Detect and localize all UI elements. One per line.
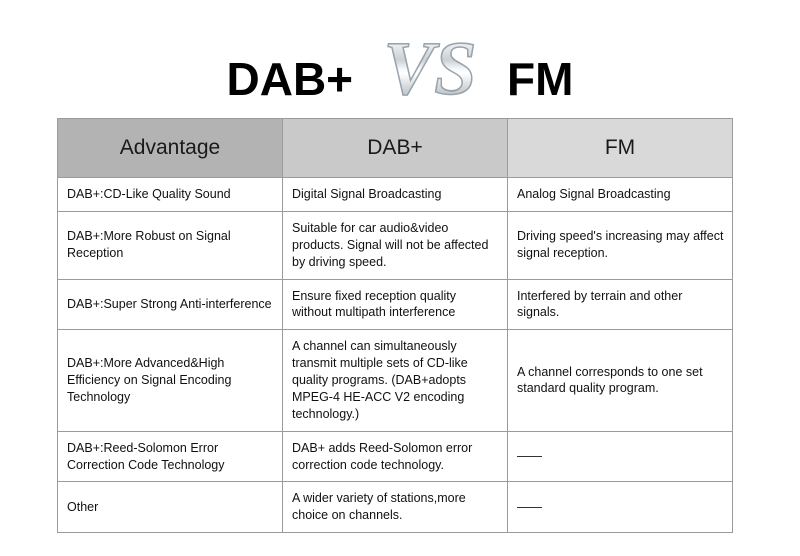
table-row — [58, 431, 733, 482]
cell-fm: Driving speed's increasing may affect signal reception. — [508, 211, 733, 279]
cell-fm: Analog Signal Broadcasting — [508, 178, 733, 212]
cell-dab: Suitable for car audio&video products. Signal will not be affected by driving speed. — [283, 211, 508, 279]
table-row — [58, 279, 733, 330]
table-row — [58, 211, 733, 279]
comparison-table — [57, 118, 733, 533]
vs-label: VS — [383, 27, 477, 111]
table-header — [58, 119, 733, 178]
vs-graphic — [365, 26, 495, 112]
comparison-table-wrapper — [57, 118, 733, 533]
cell-dab: Digital Signal Broadcasting — [283, 178, 508, 212]
cell-fm: —— — [508, 431, 733, 482]
cell-dab: A wider variety of stations,more choice on channels. — [283, 482, 508, 533]
cell-advantage: DAB+:Super Strong Anti-interference — [58, 279, 283, 330]
column-header-advantage: Advantage — [58, 119, 283, 178]
cell-dab: A channel can simultaneously transmit multiple sets of CD-like quality programs. (DAB+adopts MPEG-4 HE-ACC V2 encoding technology.) — [283, 330, 508, 431]
title-right-label: FM — [507, 53, 574, 105]
column-header-dab: DAB+ — [283, 119, 508, 178]
cell-fm: Interfered by terrain and other signals. — [508, 279, 733, 330]
cell-advantage: DAB+:Reed-Solomon Error Correction Code Technology — [58, 431, 283, 482]
cell-fm: A channel corresponds to one set standard quality program. — [508, 330, 733, 431]
cell-advantage: DAB+:CD-Like Quality Sound — [58, 178, 283, 212]
table-row — [58, 482, 733, 533]
cell-dab: DAB+ adds Reed-Solomon error correction code technology. — [283, 431, 508, 482]
cell-advantage: DAB+:More Robust on Signal Reception — [58, 211, 283, 279]
table-header-row — [58, 119, 733, 178]
table-row — [58, 330, 733, 431]
table-row — [58, 178, 733, 212]
cell-advantage: Other — [58, 482, 283, 533]
title-banner — [0, 22, 800, 112]
cell-fm: —— — [508, 482, 733, 533]
title-left-label: DAB+ — [226, 53, 354, 105]
column-header-fm: FM — [508, 119, 733, 178]
cell-dab: Ensure fixed reception quality without multipath interference — [283, 279, 508, 330]
cell-advantage: DAB+:More Advanced&High Efficiency on Signal Encoding Technology — [58, 330, 283, 431]
table-body — [58, 178, 733, 533]
